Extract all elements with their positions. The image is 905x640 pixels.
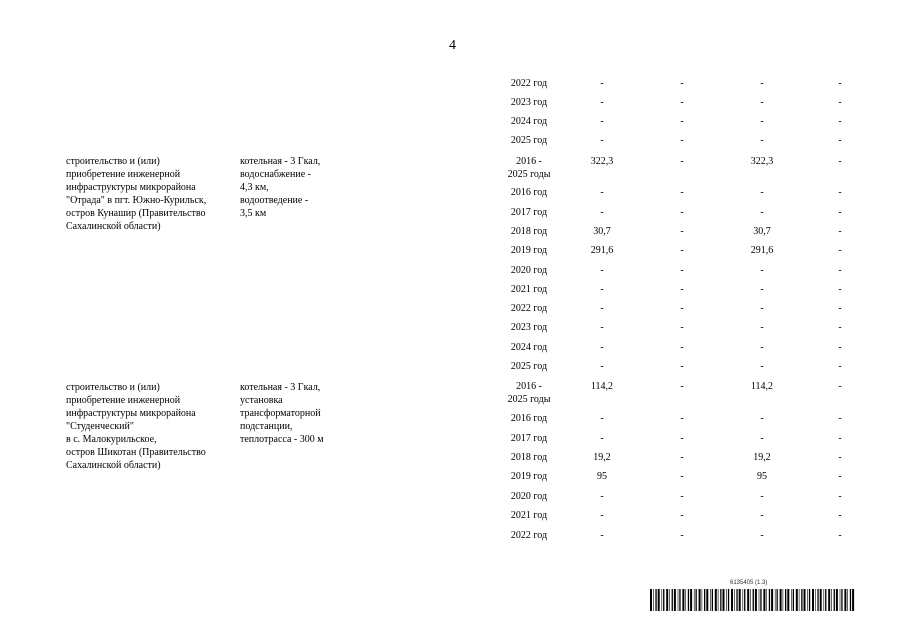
value-cell-1: - (600, 510, 604, 521)
year-cell: 2024 год (510, 342, 548, 353)
year-cell: 2016 год (510, 413, 548, 424)
value-cell-2: - (680, 78, 684, 89)
value-cell-4: - (838, 361, 842, 372)
table-row (490, 77, 860, 91)
year-cell: 2024 год (510, 116, 548, 127)
year-cell: 2020 год (510, 491, 548, 502)
value-cell-2: - (680, 135, 684, 146)
value-cell-4: - (838, 342, 842, 353)
value-cell-3: 95 (757, 471, 767, 482)
year-cell: 2023 год (510, 322, 548, 333)
table-row (490, 321, 860, 335)
value-cell-3: - (760, 116, 764, 127)
value-cell-2: - (680, 265, 684, 276)
value-cell-3: 114,2 (750, 381, 774, 392)
value-cell-1: - (600, 433, 604, 444)
value-cell-4: - (838, 245, 842, 256)
year-cell: 2018 год (510, 452, 548, 463)
year-cell: 2019 год (510, 471, 548, 482)
value-cell-1: - (600, 187, 604, 198)
year-cell: 2017 год (510, 433, 548, 444)
value-cell-3: 322,3 (750, 156, 774, 167)
value-cell-3: - (760, 97, 764, 108)
value-cell-4: - (838, 491, 842, 502)
value-cell-3: - (760, 207, 764, 218)
value-cell-3: - (760, 433, 764, 444)
value-cell-1: - (600, 530, 604, 541)
value-cell-4: - (838, 187, 842, 198)
value-cell-2: - (680, 284, 684, 295)
value-cell-4: - (838, 303, 842, 314)
page-number: 4 (449, 38, 456, 53)
value-cell-3: - (760, 265, 764, 276)
table-row (490, 115, 860, 129)
value-cell-4: - (838, 322, 842, 333)
year-cell: 2021 год (510, 510, 548, 521)
barcode-label: 6135405 (1.3) (730, 580, 768, 586)
value-cell-4: - (838, 530, 842, 541)
value-cell-1: - (600, 322, 604, 333)
table-row (490, 206, 860, 220)
value-cell-1: 95 (597, 471, 607, 482)
value-cell-2: - (680, 187, 684, 198)
value-cell-1: - (600, 284, 604, 295)
table-row (490, 470, 860, 484)
year-cell: 2025 год (510, 135, 548, 146)
value-cell-4: - (838, 381, 842, 392)
value-cell-4: - (838, 78, 842, 89)
value-cell-1: 291,6 (590, 245, 614, 256)
year-cell: 2022 год (510, 530, 548, 541)
table-row (490, 302, 860, 316)
value-cell-2: - (680, 433, 684, 444)
barcode-image (650, 589, 857, 611)
year-cell: 2023 год (510, 97, 548, 108)
value-cell-3: - (760, 342, 764, 353)
value-cell-2: - (680, 322, 684, 333)
object-description-studencheskiy: строительство и (или) приобретение инженерной инфраструктуры микрорайона "Студенческий" в с. Малокурильское, остров Шикотан (Правительство Сахалинской области) (66, 382, 206, 471)
value-cell-1: 322,3 (590, 156, 614, 167)
value-cell-1: - (600, 413, 604, 424)
value-cell-1: 30,7 (593, 226, 611, 237)
table-row (490, 96, 860, 110)
value-cell-2: - (680, 156, 684, 167)
value-cell-1: - (600, 491, 604, 502)
value-cell-2: - (680, 226, 684, 237)
value-cell-1: - (600, 265, 604, 276)
value-cell-2: - (680, 342, 684, 353)
table-row (490, 341, 860, 355)
value-cell-2: - (680, 510, 684, 521)
value-cell-2: - (680, 303, 684, 314)
value-cell-4: - (838, 284, 842, 295)
value-cell-2: - (680, 116, 684, 127)
value-cell-3: - (760, 510, 764, 521)
table-row (490, 244, 860, 258)
value-cell-4: - (838, 433, 842, 444)
value-cell-4: - (838, 135, 842, 146)
table-row (490, 360, 860, 374)
value-cell-3: - (760, 187, 764, 198)
capacity-description-otrada: котельная - 3 Гкал, водоснабжение - 4,3 км, водоотведение - 3,5 км (240, 156, 321, 219)
value-cell-3: - (760, 361, 764, 372)
table-row (490, 451, 860, 465)
value-cell-3: - (760, 413, 764, 424)
value-cell-3: - (760, 491, 764, 502)
value-cell-3: - (760, 78, 764, 89)
year-cell: 2016 - 2025 годы (507, 381, 551, 405)
value-cell-4: - (838, 226, 842, 237)
value-cell-2: - (680, 530, 684, 541)
value-cell-2: - (680, 207, 684, 218)
value-cell-3: - (760, 135, 764, 146)
year-cell: 2021 год (510, 284, 548, 295)
table-row (490, 509, 860, 523)
value-cell-1: - (600, 207, 604, 218)
value-cell-2: - (680, 452, 684, 463)
value-cell-3: - (760, 530, 764, 541)
value-cell-4: - (838, 207, 842, 218)
table-row (490, 186, 860, 200)
value-cell-2: - (680, 471, 684, 482)
table-row (490, 283, 860, 297)
year-cell: 2016 - 2025 годы (507, 156, 551, 180)
value-cell-3: 291,6 (750, 245, 774, 256)
value-cell-3: 19,2 (753, 452, 771, 463)
value-cell-4: - (838, 265, 842, 276)
year-cell: 2022 год (510, 78, 548, 89)
value-cell-1: 114,2 (590, 381, 614, 392)
value-cell-1: - (600, 303, 604, 314)
value-cell-3: - (760, 284, 764, 295)
value-cell-1: 19,2 (593, 452, 611, 463)
value-cell-4: - (838, 510, 842, 521)
value-cell-4: - (838, 97, 842, 108)
value-cell-2: - (680, 381, 684, 392)
table-row (490, 134, 860, 148)
year-cell: 2025 год (510, 361, 548, 372)
year-cell: 2016 год (510, 187, 548, 198)
year-cell: 2018 год (510, 226, 548, 237)
value-cell-4: - (838, 156, 842, 167)
table-row (490, 155, 860, 180)
value-cell-3: - (760, 322, 764, 333)
object-description-otrada: строительство и (или) приобретение инженерной инфраструктуры микрорайона "Отрада" в пгт. Южно-Курильск, остров Кунашир (Правительство Сахалинской области) (66, 156, 207, 232)
value-cell-3: - (760, 303, 764, 314)
value-cell-1: - (600, 342, 604, 353)
year-cell: 2017 год (510, 207, 548, 218)
value-cell-3: 30,7 (753, 226, 771, 237)
table-row (490, 432, 860, 446)
value-cell-4: - (838, 116, 842, 127)
value-cell-4: - (838, 413, 842, 424)
table-row (490, 380, 860, 405)
table-row (490, 225, 860, 239)
table-row (490, 490, 860, 504)
value-cell-1: - (600, 78, 604, 89)
value-cell-2: - (680, 491, 684, 502)
value-cell-1: - (600, 116, 604, 127)
year-cell: 2022 год (510, 303, 548, 314)
value-cell-2: - (680, 413, 684, 424)
table-row (490, 529, 860, 543)
value-cell-2: - (680, 361, 684, 372)
value-cell-1: - (600, 361, 604, 372)
table-row (490, 412, 860, 426)
value-cell-4: - (838, 471, 842, 482)
capacity-description-studencheskiy: котельная - 3 Гкал, установка трансформаторной подстанции, теплотрасса - 300 м (240, 382, 324, 445)
year-cell: 2019 год (510, 245, 548, 256)
value-cell-2: - (680, 245, 684, 256)
year-cell: 2020 год (510, 265, 548, 276)
value-cell-1: - (600, 135, 604, 146)
table-row (490, 264, 860, 278)
value-cell-1: - (600, 97, 604, 108)
value-cell-4: - (838, 452, 842, 463)
value-cell-2: - (680, 97, 684, 108)
